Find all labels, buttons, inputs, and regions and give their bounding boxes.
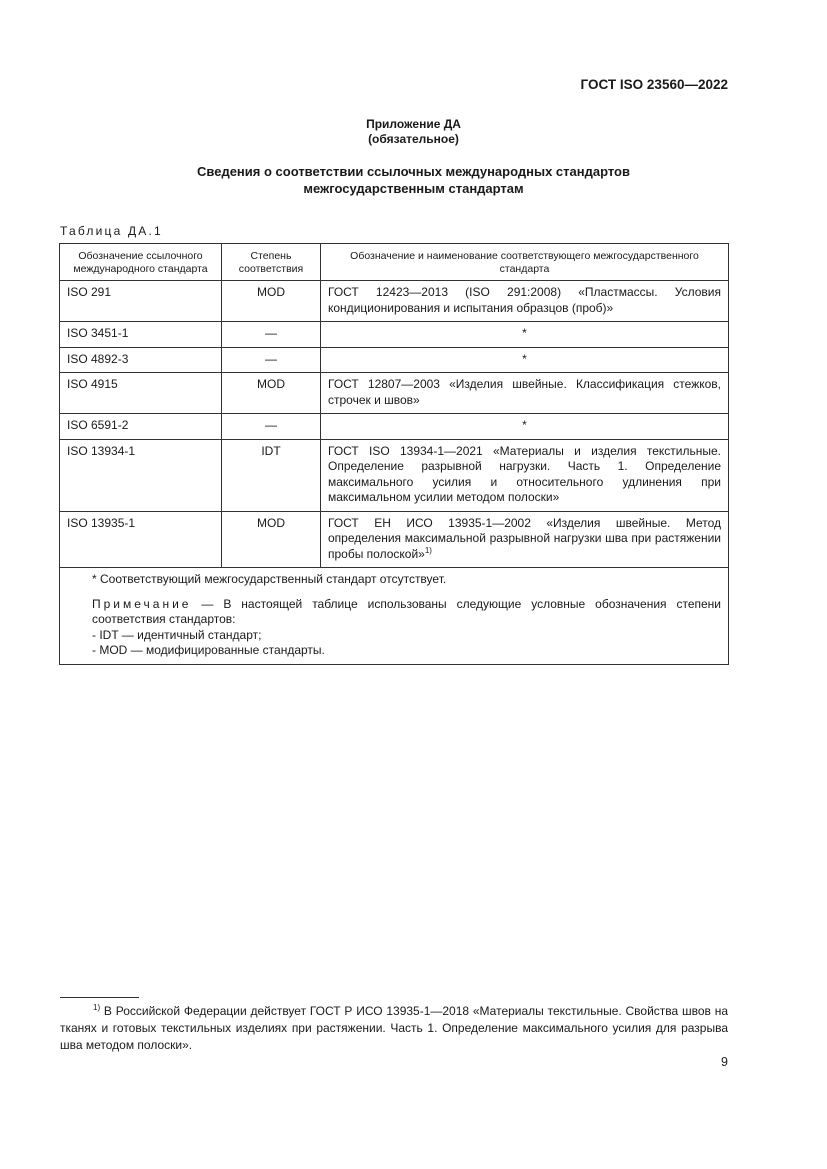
legend-item-mod: - MOD — модифицированные стандарты.: [92, 643, 325, 657]
header-degree: Степень соответствия: [222, 244, 321, 281]
degree-cell: —: [222, 322, 321, 348]
reference-cell: ISO 4892-3: [60, 347, 222, 373]
table-row: [60, 414, 729, 440]
note-text: — В настоящей таблице использованы следующие условные обозначения степени соответствия стандартов:: [92, 596, 721, 626]
footnote-text: В Российской Федерации действует ГОСТ Р ИСО 13935-1—2018 «Материалы текстильные. Свойства швов на тканях и готовых текстильных изделиях при растяжении. Часть 1. Определение максимального усилия для разрыва шва методом полоски».: [60, 1004, 728, 1052]
degree-cell: MOD: [222, 511, 321, 568]
document-title-line-2: межгосударственным стандартам: [303, 181, 524, 196]
appendix-heading: [0, 117, 827, 147]
footnote-reference[interactable]: 1): [424, 545, 432, 555]
legend-item-idt: - IDT — идентичный стандарт;: [92, 627, 262, 642]
reference-cell: ISO 4915: [60, 373, 222, 414]
table-footer: [60, 568, 729, 665]
description-text: ГОСТ ЕН ИСО 13935-1—2002 «Изделия швейные. Метод определения максимальной разрывной нагрузки шва при растяжении пробы полоской»: [328, 515, 721, 561]
degree-cell: IDT: [222, 439, 321, 511]
note-label: Примечание: [92, 596, 192, 611]
description-cell: *: [321, 322, 729, 348]
appendix-status: (обязательное): [368, 132, 459, 146]
reference-cell: ISO 13934-1: [60, 439, 222, 511]
description-cell: *: [321, 347, 729, 373]
table-caption: Таблица ДА.1: [60, 224, 163, 238]
document-title-line-1: Сведения о соответствии ссылочных международных стандартов: [197, 164, 630, 179]
document-title: [0, 163, 827, 197]
description-cell: *: [321, 414, 729, 440]
header-reference-standard: Обозначение ссылочного международного стандарта: [60, 244, 222, 281]
page-number: 9: [721, 1055, 728, 1069]
standards-correspondence-table: [59, 243, 729, 665]
reference-cell: ISO 13935-1: [60, 511, 222, 568]
footnote-mark: 1): [93, 1003, 101, 1012]
appendix-title: Приложение ДА: [366, 117, 461, 131]
table-row: [60, 347, 729, 373]
page-footnote: [60, 1003, 728, 1054]
description-cell: ГОСТ 12423—2013 (ISO 291:2008) «Пластмассы. Условия кондиционирования и испытания образцов (проб)»: [321, 281, 729, 322]
header-interstate-standard: Обозначение и наименование соответствующего межгосударственного стандарта: [321, 244, 729, 281]
table-row: [60, 439, 729, 511]
reference-cell: ISO 3451-1: [60, 322, 222, 348]
standard-code-header: ГОСТ ISO 23560—2022: [580, 77, 728, 92]
table-row: [60, 322, 729, 348]
degree-cell: MOD: [222, 373, 321, 414]
description-cell: ГОСТ 12807—2003 «Изделия швейные. Классификация стежков, строчек и швов»: [321, 373, 729, 414]
table-header-row: [60, 244, 729, 281]
table-footer-row: [60, 568, 729, 665]
description-cell: [321, 511, 729, 568]
table-row: [60, 281, 729, 322]
footnote-divider: [60, 997, 139, 998]
degree-cell: —: [222, 414, 321, 440]
degree-cell: —: [222, 347, 321, 373]
reference-cell: ISO 6591-2: [60, 414, 222, 440]
table-row: [60, 373, 729, 414]
table-note: [67, 597, 721, 628]
description-cell: ГОСТ ISO 13934-1—2021 «Материалы и изделия текстильные. Определение разрывной нагрузки. Часть 1. Определение максимального усилия и относительного удлинения при максимальном усилии методом полоски»: [321, 439, 729, 511]
reference-cell: ISO 291: [60, 281, 222, 322]
degree-cell: MOD: [222, 281, 321, 322]
asterisk-note: * Соответствующий межгосударственный стандарт отсутствует.: [92, 572, 447, 586]
table-row: [60, 511, 729, 568]
